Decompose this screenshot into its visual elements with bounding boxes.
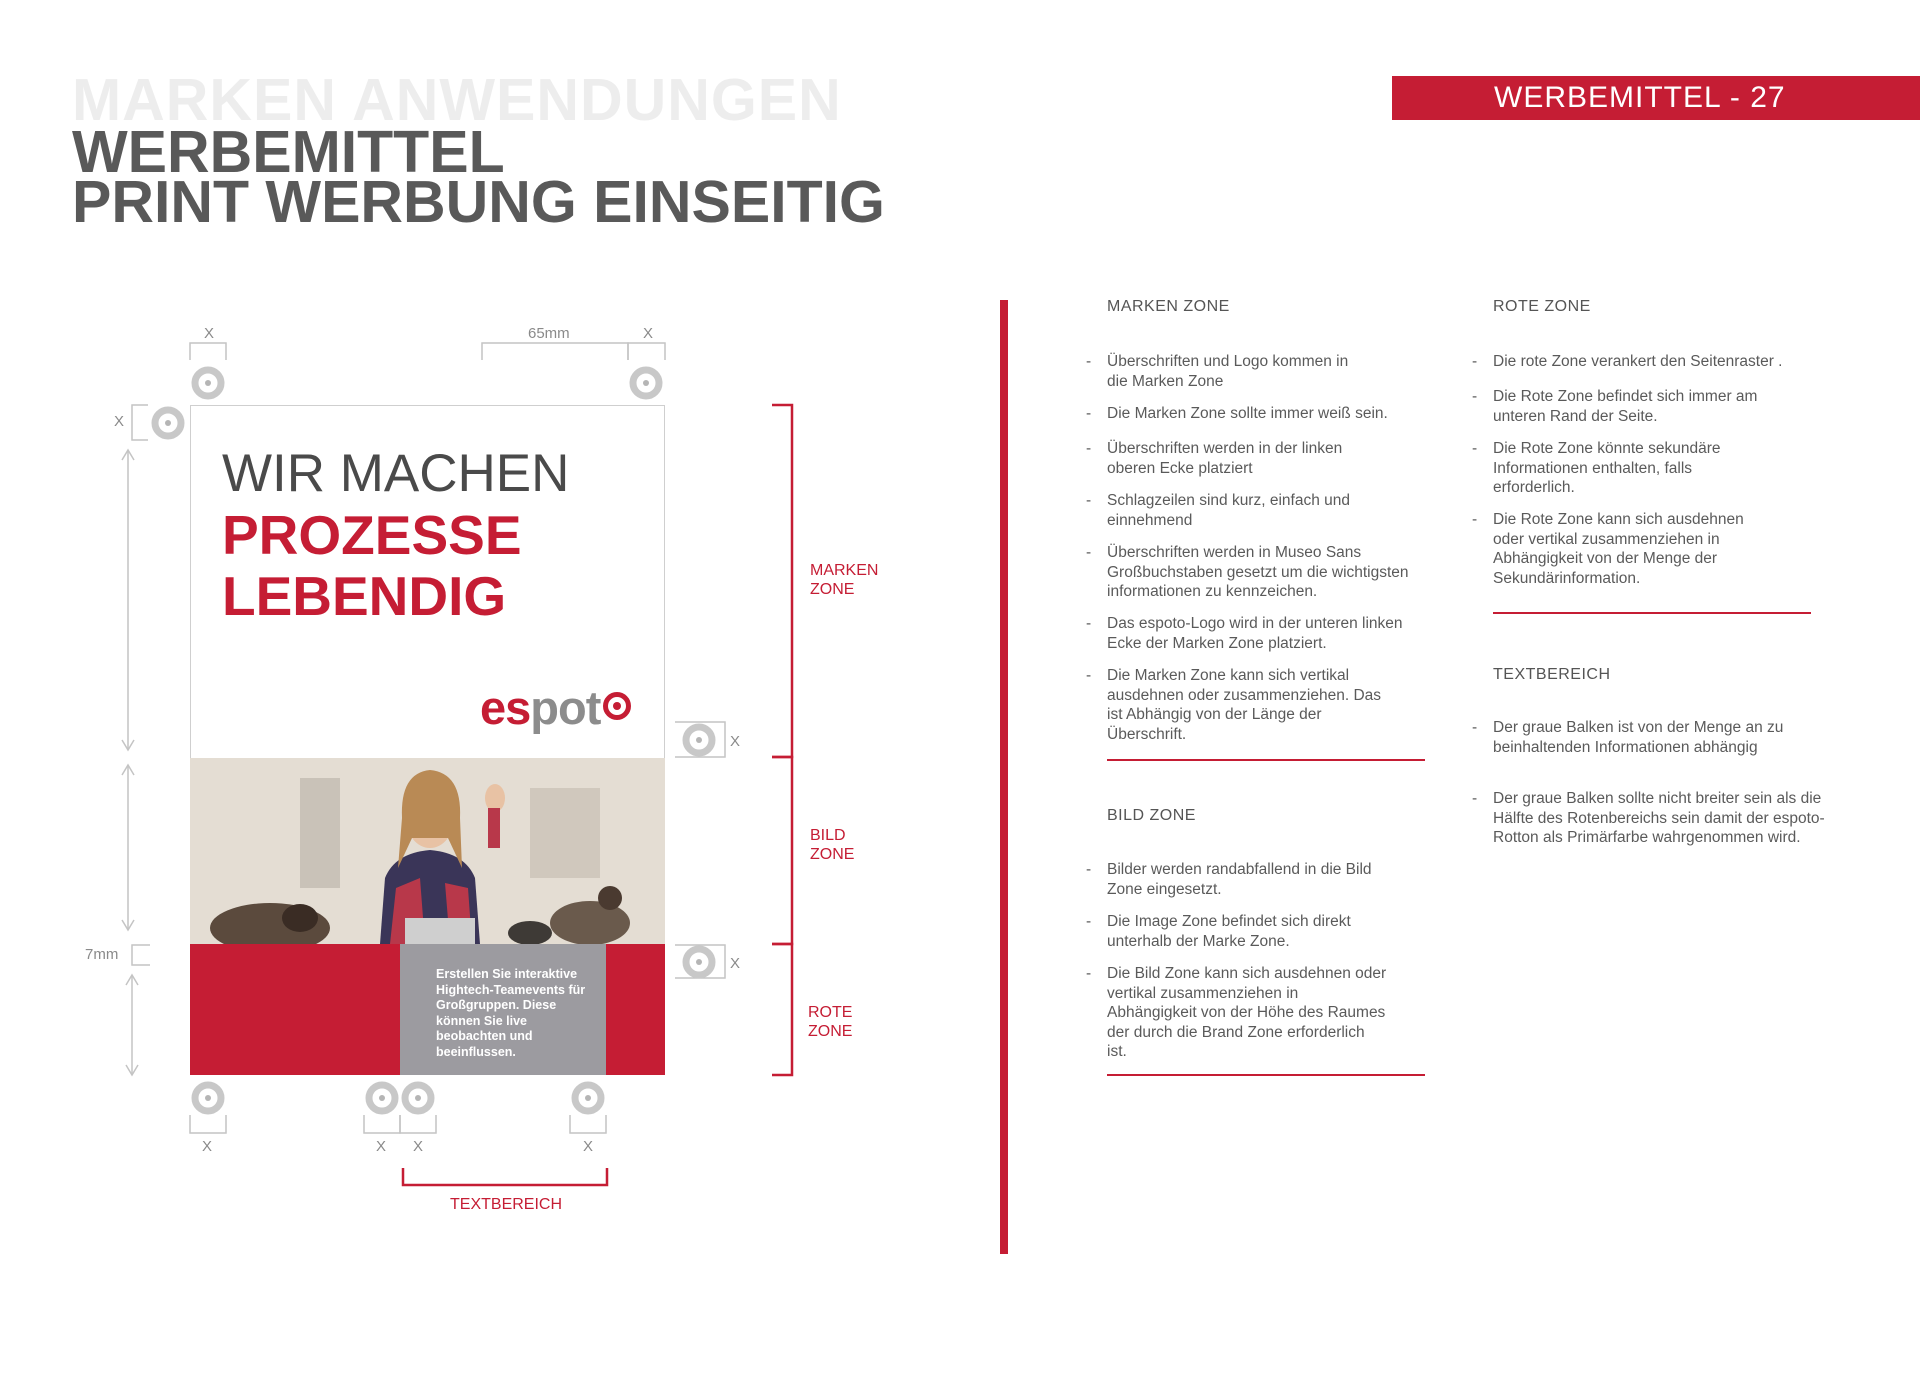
poster-headline-line-1: WIR MACHEN — [222, 444, 570, 503]
spacing-x-bottom-1: X — [202, 1138, 213, 1155]
spacing-x-bottom-3: X — [413, 1138, 424, 1155]
marken-item-2: - Die Marken Zone sollte immer weiß sein. — [1086, 405, 1388, 422]
label-rote-line-2: ZONE — [808, 1023, 853, 1040]
heading-bild-zone: BILD ZONE — [1107, 807, 1196, 824]
header-background-title: MARKEN ANWENDUNGEN — [72, 67, 842, 133]
height-measurement-label: 7mm — [85, 946, 119, 963]
bild-item-3: - Die Bild Zone kann sich ausdehnen oder vertikal zusammenziehen in Abhängigkeit von der Höhe des Raumes der durch die Brand Zone erforderlich ist. — [1086, 965, 1387, 1060]
bild-item-1: - Bilder werden randabfallend in die Bild Zone eingesetzt. — [1086, 861, 1372, 898]
label-bild-line-1: BILD — [810, 827, 846, 844]
poster-headline-line-2: PROZESSE — [222, 504, 522, 566]
spacing-x-top-left: X — [204, 325, 215, 342]
label-marken-line-1: MARKEN — [810, 562, 879, 579]
width-measurement-label: 65mm — [528, 325, 570, 342]
spacing-x-bottom-4: X — [583, 1138, 594, 1155]
logo-part-red: es — [480, 681, 531, 734]
label-rote-line-1: ROTE — [808, 1004, 853, 1021]
textbereich-item-1: - Der graue Balken ist von der Menge an zu beinhaltenden Informationen abhängig — [1472, 719, 1784, 756]
marken-item-1: - Überschriften und Logo kommen in die Marken Zone — [1086, 353, 1349, 390]
vertical-divider — [1000, 300, 1008, 1254]
rote-item-3: - Die Rote Zone könnte sekundäre Informationen enthalten, falls erforderlich. — [1472, 440, 1721, 496]
poster-headline-line-3: LEBENDIG — [222, 565, 507, 627]
textbereich-item-2: - Der graue Balken sollte nicht breiter sein als die Hälfte des Rotenbereichs sein damit der espoto-Rotton als Primärfarbe wahrgenommen wird. — [1472, 790, 1825, 846]
marken-item-5: - Überschriften werden in Museo Sans Großbuchstaben gesetzt um die wichtigsten informationen zu kennzeichen. — [1086, 544, 1409, 600]
label-marken-line-2: ZONE — [810, 581, 855, 598]
spacing-x-bottom-2: X — [376, 1138, 387, 1155]
page-number-tab: WERBEMITTEL - 27 — [1392, 76, 1920, 120]
spacing-x-left: X — [114, 413, 125, 430]
rote-item-2: - Die Rote Zone befindet sich immer am unteren Rand der Seite. — [1472, 388, 1758, 425]
heading-marken-zone: MARKEN ZONE — [1107, 298, 1230, 315]
marken-item-7: - Die Marken Zone kann sich vertikal ausdehnen oder zusammenziehen. Das ist Abhängig von der Länge der Überschrift. — [1086, 667, 1382, 743]
label-marken-zone — [810, 561, 878, 599]
marken-section-underline — [1107, 759, 1425, 761]
heading-rote-zone: ROTE ZONE — [1493, 298, 1591, 315]
bild-item-2: - Die Image Zone befindet sich direkt unterhalb der Marke Zone. — [1086, 913, 1351, 950]
label-bild-zone — [810, 826, 854, 864]
label-rote-zone — [808, 1003, 852, 1041]
logo-part-grey: pot — [530, 681, 601, 734]
spacing-x-right-lower: X — [730, 955, 741, 972]
rote-item-4: - Die Rote Zone kann sich ausdehnen oder vertikal zusammenziehen in Abhängigkeit von der Menge der Sekundärinformation. — [1472, 511, 1744, 587]
label-textbereich: TEXTBEREICH — [450, 1196, 563, 1213]
page-title: WERBEMITTEL — [72, 119, 505, 185]
rote-item-1: - Die rote Zone verankert den Seitenraster . — [1472, 353, 1783, 370]
bild-section-underline — [1107, 1074, 1425, 1076]
measurement-guides — [0, 0, 1000, 1250]
heading-textbereich: TEXTBEREICH — [1493, 666, 1611, 683]
rote-section-underline — [1493, 612, 1811, 614]
spacing-x-top-right: X — [643, 325, 654, 342]
poster-text-area-copy: Erstellen Sie interaktive Hightech-Teamevents für Großgruppen. Diese können Sie live beobachten und beeinflussen. — [436, 967, 586, 1059]
page-subtitle: PRINT WERBUNG EINSEITIG — [72, 169, 885, 235]
spacing-x-right-upper: X — [730, 733, 741, 750]
marken-item-6: - Das espoto-Logo wird in der unteren linken Ecke der Marken Zone platziert. — [1086, 615, 1403, 652]
marken-item-4: - Schlagzeilen sind kurz, einfach und einnehmend — [1086, 492, 1350, 529]
marken-item-3: - Überschriften werden in der linken oberen Ecke platziert — [1086, 440, 1343, 477]
label-bild-line-2: ZONE — [810, 846, 855, 863]
